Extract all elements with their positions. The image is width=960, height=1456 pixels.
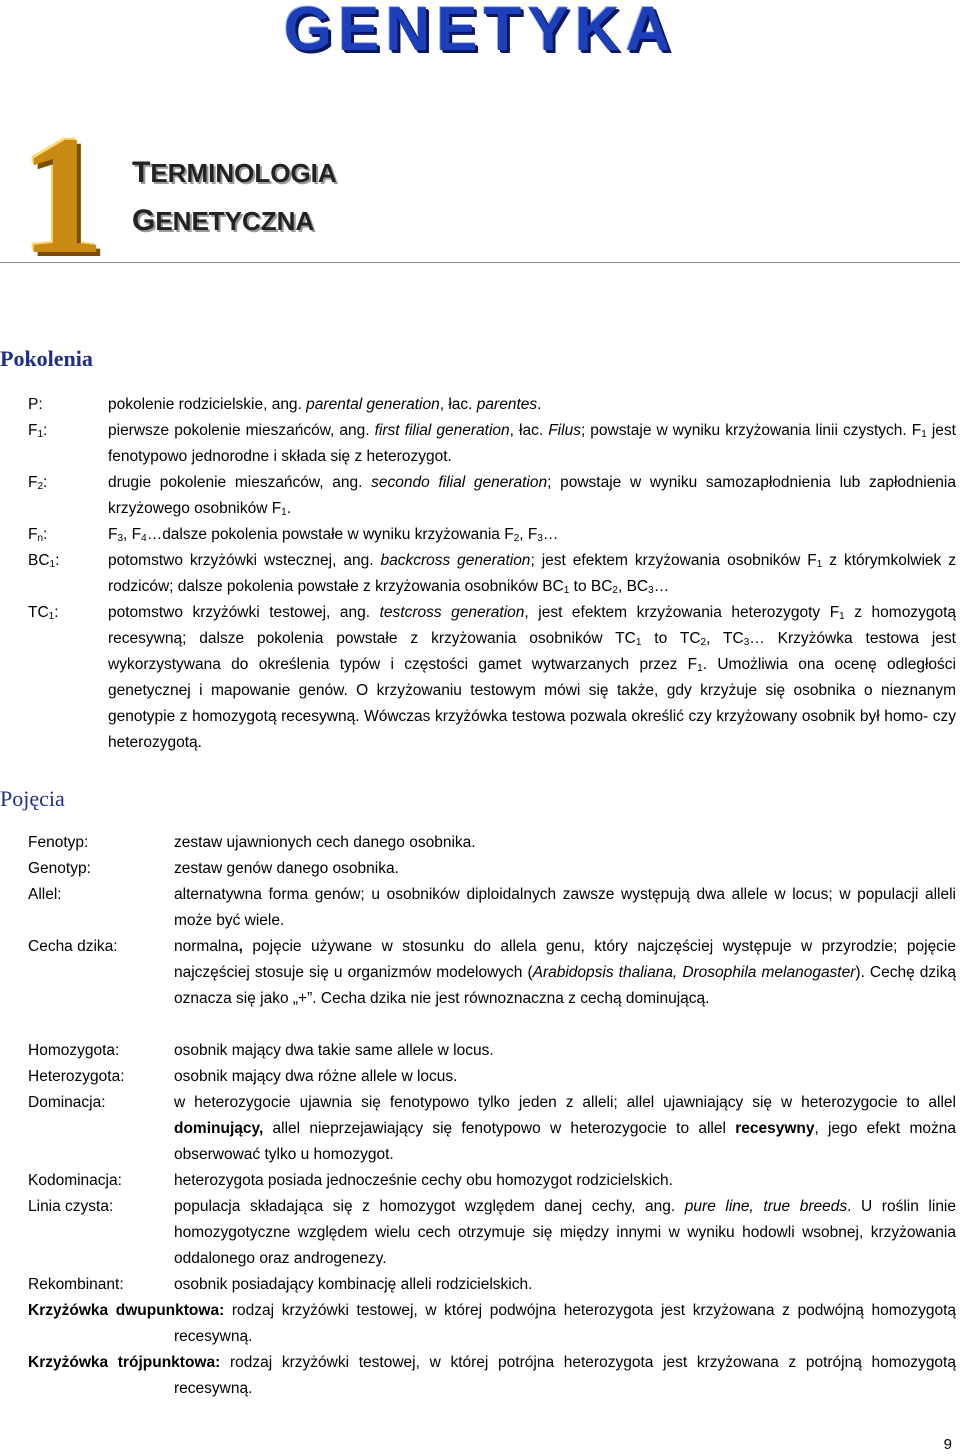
- def-bc1: potomstwo krzyżówki wstecznej, ang. backcross generation; jest efektem krzyżowania osobników $F_1$ z którymkolwiek z rodziców; dalsze pokolenia powstałe z krzyżowania osobników $BC_1$ to $BC_2$, $BC_3\dots$: [108, 552, 956, 596]
- def-linia-czysta: populacja składająca się z homozygot względem danej cechy, ang. pure line, true breeds. U roślin linie homozygotyczne względem wielu cech otrzymuje się między innymi w wyniku hodowli wsobnej, krzyżowania oddalonego oraz androgenezy.: [174, 1198, 956, 1267]
- def-fenotyp: zestaw ujawnionych cech danego osobnika.: [174, 834, 476, 851]
- term-fenotyp: Fenotyp:: [28, 834, 89, 851]
- chapter-number: 1: [20, 101, 105, 289]
- chapter-title-line1: TERMINOLOGIA: [132, 156, 337, 189]
- term-dominacja: Dominacja:: [28, 1094, 106, 1111]
- term-kodominacja: Kodominacja:: [28, 1172, 122, 1189]
- def-p: pokolenie rodzicielskie, ang. parental generation, łac. parentes.: [108, 396, 542, 413]
- def-allel: alternatywna forma genów; u osobników diploidalnych zawsze występują dwa allele w locus; w populacji alleli może być wiele.: [174, 886, 956, 929]
- def-fn: $F_3$, $F_4\dots dalsze$ pokolenia powstałe w wyniku krzyżowania $F_2$, $F_3\dots$: [108, 526, 559, 544]
- term-tc1: $TC_1$:: [28, 604, 59, 622]
- section-title-pojecia: Pojęcia: [0, 786, 65, 811]
- def-rekombinant: osobnik posiadający kombinację alleli rodzicielskich.: [174, 1276, 533, 1293]
- term-linia-czysta: Linia czysta:: [28, 1198, 114, 1215]
- def-genotyp: zestaw genów danego osobnika.: [174, 860, 399, 877]
- chapter-title-line2: GENETYCZNA: [132, 204, 315, 237]
- banner-title: GENETYKA: [283, 0, 677, 64]
- def-heterozygota: osobnik mający dwa różne allele w locus.: [174, 1068, 458, 1085]
- def-krzyzowka-dwupunktowa: Krzyżówka dwupunktowa: rodzaj krzyżówki testowej, w której podwójna heterozygota jest krzyżowana z podwójną homozygotą recesywną.: [28, 1302, 956, 1345]
- term-genotyp: Genotyp:: [28, 860, 91, 877]
- section-title-pokolenia: Pokolenia: [0, 346, 93, 371]
- term-fn: $F_n$:: [28, 526, 48, 544]
- def-f2: drugie pokolenie mieszańców, ang. secondo filial generation; powstaje w wyniku samozapłodnienia lub zapłodnienia krzyżowego osobników $F_1$.: [108, 474, 956, 518]
- def-homozygota: osobnik mający dwa takie same allele w locus.: [174, 1042, 494, 1059]
- term-f1: $F_1$:: [28, 422, 48, 440]
- term-p: P:: [28, 396, 43, 413]
- def-cecha-dzika: normalna, pojęcie używane w stosunku do allela genu, który najczęściej występuje w przyrodzie; pojęcie najczęściej stosuje się u organizmów modelowych (Arabidopsis thaliana, Drosophila melanogaster). Cechę dziką oznacza się jako „+”. Cecha dzika nie jest równoznaczna z cechą dominującą.: [174, 938, 956, 1007]
- term-bc1: $BC_1$:: [28, 552, 60, 570]
- def-dominacja: w heterozygocie ujawnia się fenotypowo tylko jeden z alleli; allel ujawniający się w heterozygocie to allel dominujący, allel nieprzejawiający się fenotypowo w heterozygocie to allel recesywny, jego efekt można obserwować tylko u homozygot.: [174, 1094, 956, 1163]
- term-f2: $F_2$:: [28, 474, 48, 492]
- def-f1: pierwsze pokolenie mieszańców, ang. first filial generation, łac. Filus; powstaje w wyniku krzyżowania linii czystych. $F_1$ jest fenotypowo jednorodne i składa się z heterozygot.: [108, 422, 956, 465]
- term-heterozygota: Heterozygota:: [28, 1068, 125, 1085]
- page-number: 9: [943, 1436, 952, 1453]
- term-rekombinant: Rekombinant:: [28, 1276, 124, 1293]
- term-homozygota: Homozygota:: [28, 1042, 120, 1059]
- def-kodominacja: heterozygota posiada jednocześnie cechy obu homozygot rodzicielskich.: [174, 1172, 673, 1189]
- term-cecha-dzika: Cecha dzika:: [28, 938, 118, 955]
- header-rule: [0, 262, 960, 263]
- def-tc1: potomstwo krzyżówki testowej, ang. testcross generation, jest efektem krzyżowania heterozygoty $F_1$ z homozygotą recesywną; dalsze pokolenia powstałe z krzyżowania osobników $TC_1$ to $TC_2$, $TC_3\dots$ Krzyżówka testowa jest wykorzystywana do określenia typów i częstości gamet wytwarzanych przez $F_1$. Umożliwia ona ocenę odległości genetycznej i mapowanie genów. O krzyżowaniu testowym mówi się także, gdy krzyżuje się osobnika o nieznanym genotypie z homozygotą recesywną. Wówczas krzyżówka testowa pozwala określić czy krzyżowany osobnik był homo- czy heterozygotą.: [108, 604, 956, 751]
- def-krzyzowka-trojpunktowa: Krzyżówka trójpunktowa: rodzaj krzyżówki testowej, w której potrójna heterozygota jest krzyżowana z potrójną homozygotą recesywną.: [28, 1354, 956, 1397]
- term-allel: Allel:: [28, 886, 62, 903]
